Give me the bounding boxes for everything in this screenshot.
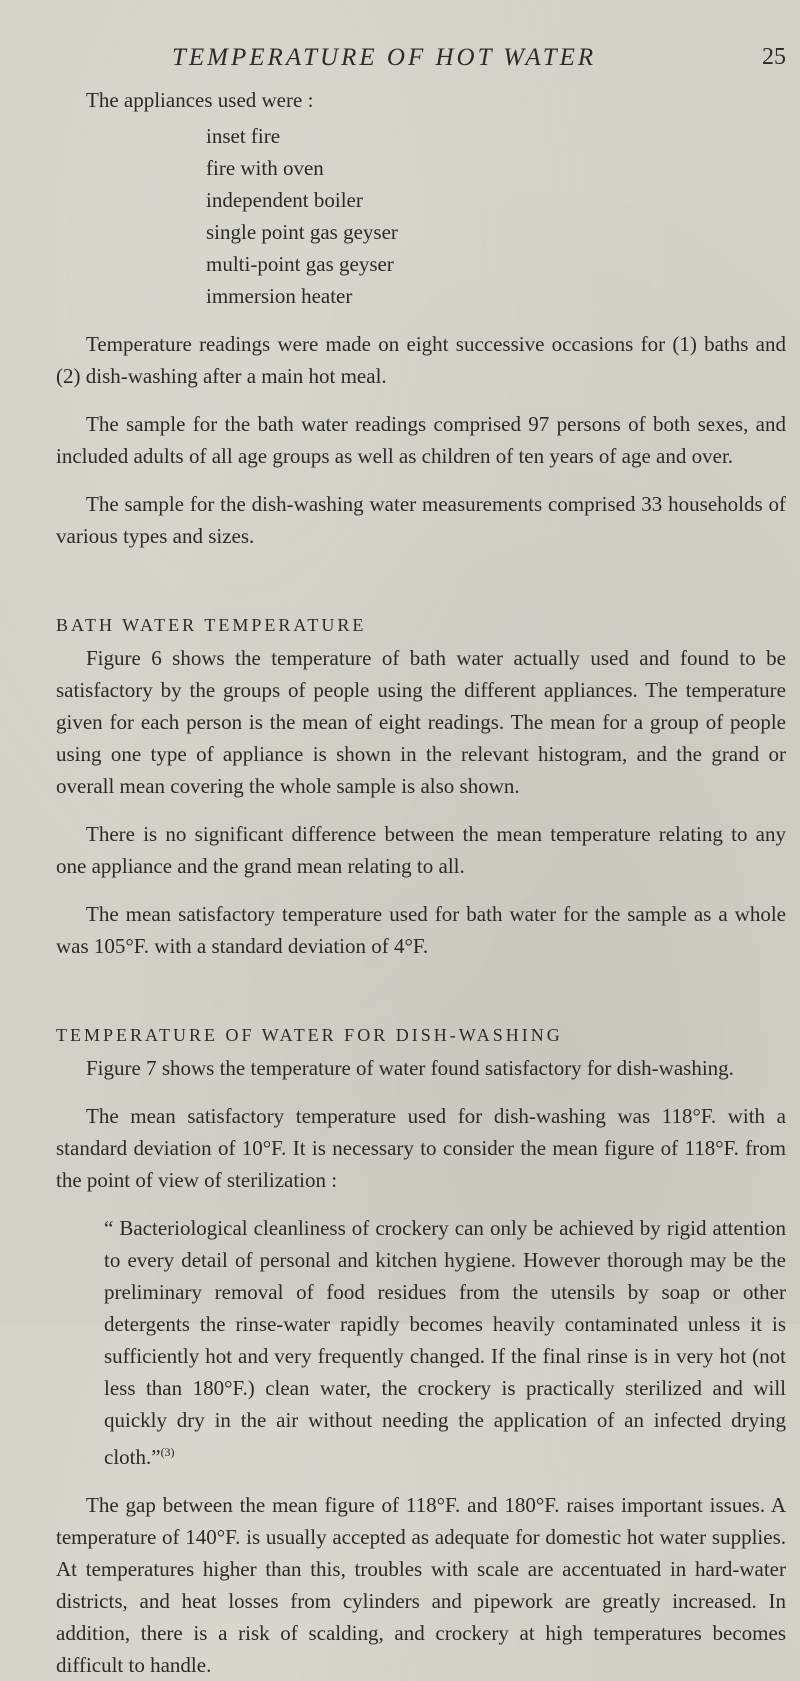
- appliance-item: multi-point gas geyser: [206, 252, 394, 276]
- appliance-item: fire with oven: [206, 156, 324, 180]
- paragraph-figure-7: Figure 7 shows the temperature of water found satisfactory for dish-washing.: [86, 1056, 734, 1080]
- paragraph-bath-sample: The sample for the bath water readings comprised 97 persons of both sexes, and included adults of all age groups as well as children of ten years of age and over.: [56, 412, 786, 468]
- paragraph-dish-mean: The mean satisfactory temperature used for dish-washing was 118°F. with a standard deviation of 10°F. It is necessary to consider the mean figure of 118°F. from the point of view of sterilization :: [56, 1104, 786, 1192]
- appliances-intro: The appliances used were :: [86, 88, 314, 112]
- appliance-item: independent boiler: [206, 188, 363, 212]
- section-heading-dish: TEMPERATURE OF WATER FOR DISH-WASHING: [56, 1025, 563, 1045]
- appliance-item: inset fire: [206, 124, 281, 148]
- paragraph-no-difference: There is no significant difference between the mean temperature relating to any one appliance and the grand mean relating to all.: [56, 822, 786, 878]
- paragraph-readings: Temperature readings were made on eight successive occasions for (1) baths and (2) dish-washing after a main hot meal.: [56, 332, 786, 388]
- quote-text: “ Bacteriological cleanliness of crockery can only be achieved by rigid attention to every detail of personal and kitchen hygiene. However thorough may be the preliminary removal of food residues from the utensils by soap or other detergents the rinse-water rapidly becomes heavily contaminated unless it is sufficiently hot and very frequently changed. If the final rinse is in very hot (not less than 180°F.) clean water, the crockery is practically sterilized and will quickly dry in the air without needing the application of an infected drying cloth.”: [104, 1216, 786, 1469]
- section-heading-bath: BATH WATER TEMPERATURE: [56, 615, 367, 635]
- paragraph-bath-mean: The mean satisfactory temperature used for bath water for the sample as a whole was 105°F. with a standard deviation of 4°F.: [56, 902, 786, 958]
- appliance-item: single point gas geyser: [206, 220, 398, 244]
- running-title: TEMPERATURE OF HOT WATER: [172, 44, 597, 71]
- appliance-item: immersion heater: [206, 284, 353, 308]
- paragraph-gap: The gap between the mean figure of 118°F. and 180°F. raises important issues. A temperature of 140°F. is usually accepted as adequate for domestic hot water supplies. At temperatures higher than this, troubles with scale are accentuated in hard-water districts, and heat losses from cylinders and pipework are greatly increased. In addition, there is a risk of scalding, and crockery at high temperatures becomes difficult to handle.: [56, 1493, 786, 1677]
- running-header: [56, 40, 786, 84]
- page-number: 25: [762, 44, 786, 70]
- paragraph-figure-6: Figure 6 shows the temperature of bath water actually used and found to be satisfactory by the groups of people using the different appliances. The temperature given for each person is the mean of eight readings. The mean for a group of people using one type of appliance is shown in the relevant histogram, and the grand or overall mean covering the whole sample is also shown.: [56, 646, 786, 798]
- book-page: [56, 40, 786, 1681]
- quote-reference: (3): [160, 1445, 175, 1459]
- appliance-list: [56, 120, 786, 312]
- block-quote: [104, 1212, 786, 1473]
- paragraph-dish-sample: The sample for the dish-washing water measurements comprised 33 households of various types and sizes.: [56, 492, 786, 548]
